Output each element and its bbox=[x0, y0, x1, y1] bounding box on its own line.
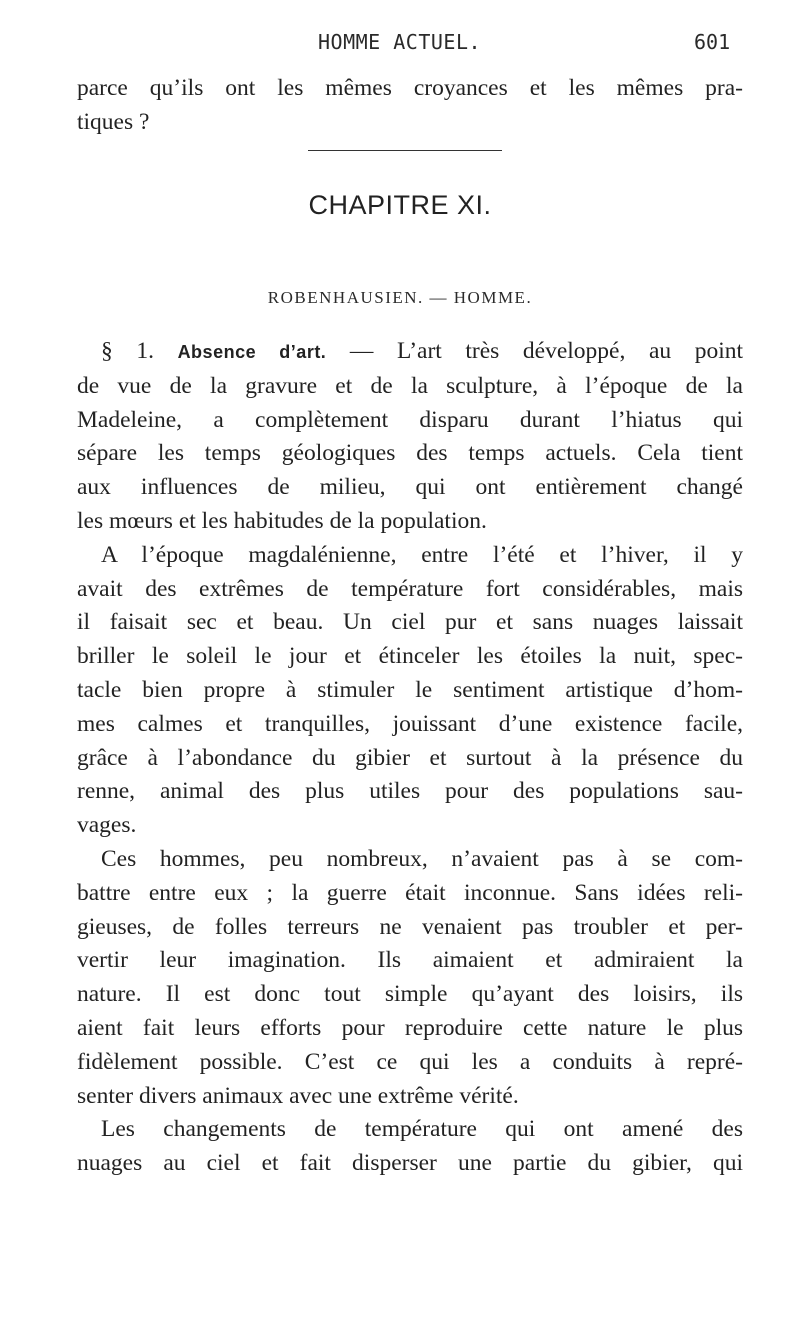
opening-paragraph bbox=[77, 72, 743, 140]
text-line: fidèlement possible. C’est ce qui les a conduits à repré- bbox=[77, 1048, 743, 1075]
running-title: HOMME ACTUEL. bbox=[318, 30, 482, 54]
section-heading: ROBENHAUSIEN. — HOMME. bbox=[267, 288, 533, 307]
text-line: senter divers animaux avec une extrême vérité. bbox=[77, 1082, 519, 1109]
text-line: il faisait sec et beau. Un ciel pur et sans nuages laissait bbox=[77, 609, 743, 636]
separator-rule bbox=[308, 150, 502, 151]
text-line: parce qu’ils ont les mêmes croyances et les mêmes pra- bbox=[77, 75, 743, 101]
text-line: nature. Il est donc tout simple qu’ayant des loisirs, ils bbox=[77, 981, 743, 1008]
text-line: gieuses, de folles terreurs ne venaient pas troubler et per- bbox=[77, 913, 743, 940]
text-line bbox=[77, 335, 743, 370]
page-number: 601 bbox=[694, 30, 731, 54]
text-line: briller le soleil le jour et étinceler les étoiles la nuit, spec- bbox=[77, 643, 743, 670]
text-line: avait des extrêmes de température fort considérables, mais bbox=[77, 575, 743, 602]
text-line: battre entre eux ; la guerre était inconnue. Sans idées reli- bbox=[77, 879, 743, 906]
paragraph-label: Absence d’art. bbox=[177, 342, 327, 362]
text-line: de vue de la gravure et de la sculpture, à l’époque de la bbox=[77, 372, 743, 399]
text-line: aient fait leurs efforts pour reproduire cette nature le plus bbox=[77, 1014, 743, 1041]
chapter-title: CHAPITRE XI. bbox=[308, 190, 492, 220]
text-line: Madeleine, a complètement disparu durant l’hiatus qui bbox=[77, 406, 743, 433]
text-line: aux influences de milieu, qui ont entièrement changé bbox=[77, 474, 743, 501]
text-line: mes calmes et tranquilles, jouissant d’une existence facile, bbox=[77, 710, 743, 737]
running-head bbox=[0, 30, 800, 60]
first-line-text: — L’art très développé, au point bbox=[349, 338, 744, 364]
text-line: nuages au ciel et fait disperser une partie du gibier, qui bbox=[77, 1150, 743, 1177]
text-line: renne, animal des plus utiles pour des populations sau- bbox=[77, 778, 743, 805]
text-line: A l’époque magdalénienne, entre l’été et l’hiver, il y bbox=[101, 541, 743, 568]
text-line: Ces hommes, peu nombreux, n’avaient pas à se com- bbox=[101, 845, 743, 872]
text-line: sépare les temps géologiques des temps actuels. Cela tient bbox=[77, 440, 743, 467]
body-text bbox=[77, 335, 743, 1181]
text-line: grâce à l’abondance du gibier et surtout à la présence du bbox=[77, 744, 743, 771]
text-line: tiques ? bbox=[77, 108, 150, 135]
text-line: vages. bbox=[77, 812, 137, 839]
text-line: vertir leur imagination. Ils aimaient et admiraient la bbox=[77, 947, 743, 974]
section-mark: § 1. bbox=[101, 338, 154, 364]
text-line: les mœurs et les habitudes de la population. bbox=[77, 507, 487, 534]
text-line: tacle bien propre à stimuler le sentiment artistique d’hom- bbox=[77, 676, 743, 703]
text-line: Les changements de température qui ont amené des bbox=[101, 1116, 743, 1143]
